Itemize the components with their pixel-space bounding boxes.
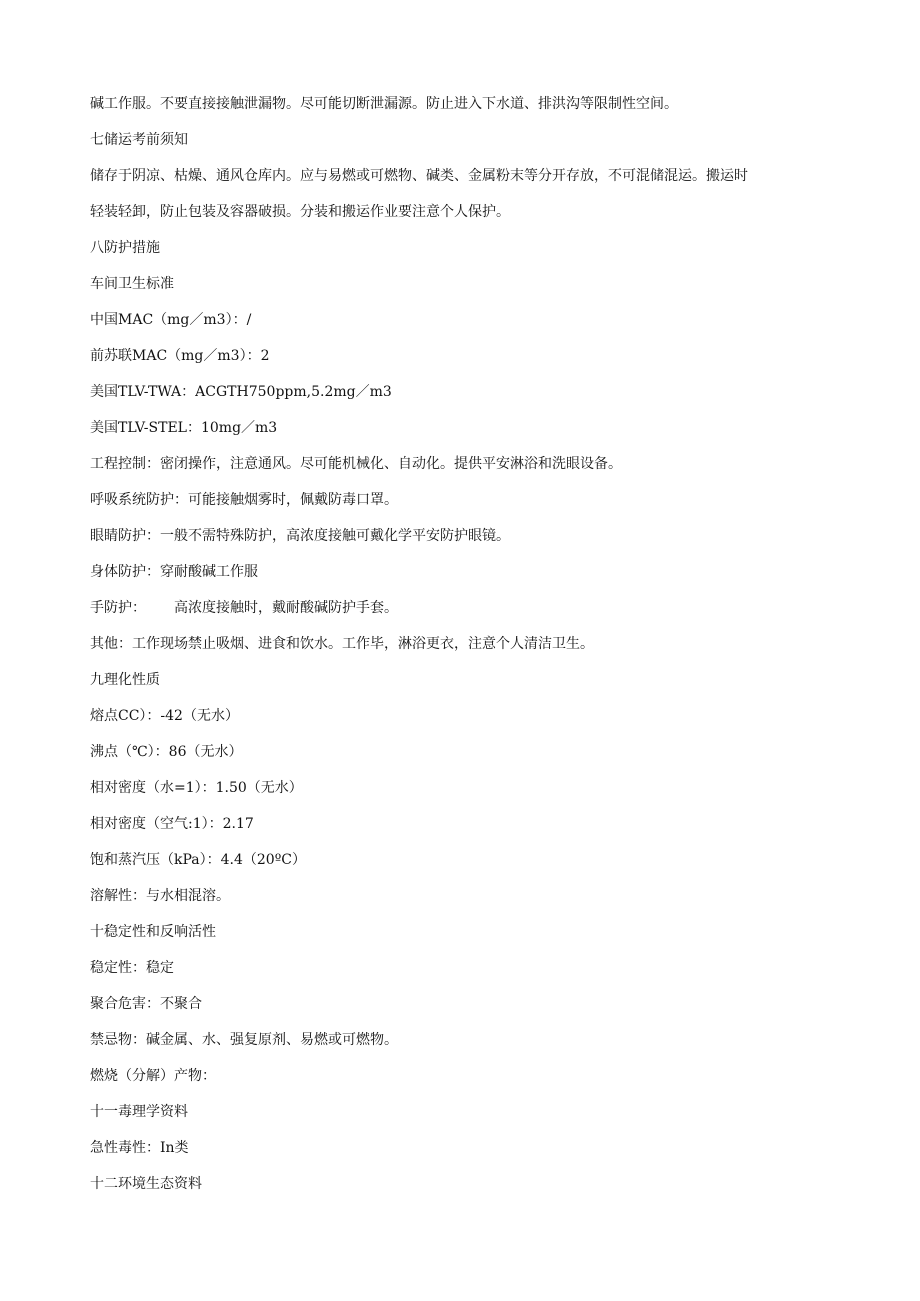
text-line: 中国MAC（mg／m3）：/ <box>90 312 252 328</box>
text-line: 急性毒性：In类 <box>90 1140 189 1156</box>
text-line: 美国TLV-TWA：ACGTH750ppm,5.2mg／m3 <box>90 384 392 400</box>
text-line: 聚合危害：不聚合 <box>90 996 202 1012</box>
section-heading-protection: 八防护措施 <box>90 240 160 256</box>
text-line: 工程控制：密闭操作，注意通风。尽可能机械化、自动化。提供平安淋浴和洗眼设备。 <box>90 456 622 472</box>
section-heading-properties: 九理化性质 <box>90 672 160 688</box>
text-line: 轻装轻卸，防止包装及容器破损。分装和搬运作业要注意个人保护。 <box>90 204 510 220</box>
section-heading-toxicology: 十一毒理学资料 <box>90 1104 188 1120</box>
text-line: 饱和蒸汽压（kPa）：4.4（20ºC） <box>90 852 306 868</box>
hand-protection-label: 手防护： <box>90 600 146 616</box>
text-line: 车间卫生标准 <box>90 276 174 292</box>
text-line: 稳定性：稳定 <box>90 960 174 976</box>
text-line: 碱工作服。不要直接接触泄漏物。尽可能切断泄漏源。防止进入下水道、排洪沟等限制性空间。 <box>90 96 678 112</box>
text-line: 禁忌物：碱金属、水、强复原剂、易燃或可燃物。 <box>90 1032 398 1048</box>
text-line: 相对密度（水=1）：1.50（无水） <box>90 780 303 796</box>
text-line: 相对密度（空气:1）：2.17 <box>90 816 254 832</box>
text-line: 其他：工作现场禁止吸烟、进食和饮水。工作毕，淋浴更衣，注意个人清洁卫生。 <box>90 636 594 652</box>
text-line: 美国TLV-STEL：10mg／m3 <box>90 420 278 436</box>
document-body <box>90 86 830 1202</box>
text-line: 身体防护：穿耐酸碱工作服 <box>90 564 258 580</box>
text-line: 呼吸系统防护：可能接触烟雾时，佩戴防毒口罩。 <box>90 492 398 508</box>
section-heading-ecology: 十二环境生态资料 <box>90 1176 202 1192</box>
section-heading-stability: 十稳定性和反响活性 <box>90 924 216 940</box>
text-line: 眼睛防护：一般不需特殊防护，高浓度接触可戴化学平安防护眼镜。 <box>90 528 510 544</box>
text-line: 储存于阴凉、枯燥、通风仓库内。应与易燃或可燃物、碱类、金属粉末等分开存放，不可混储混运。搬运时 <box>90 168 748 184</box>
hand-protection-text: 高浓度接触时，戴耐酸碱防护手套。 <box>174 600 398 616</box>
text-line: 溶解性：与水相混溶。 <box>90 888 230 904</box>
section-heading-storage: 七储运考前须知 <box>90 132 188 148</box>
hand-protection-line <box>90 590 830 626</box>
text-line: 熔点CC）：-42（无水） <box>90 708 239 724</box>
text-line: 燃烧（分解）产物： <box>90 1068 216 1084</box>
text-line: 沸点（℃）：86（无水） <box>90 744 243 760</box>
text-line: 前苏联MAC（mg／m3）：2 <box>90 348 270 364</box>
